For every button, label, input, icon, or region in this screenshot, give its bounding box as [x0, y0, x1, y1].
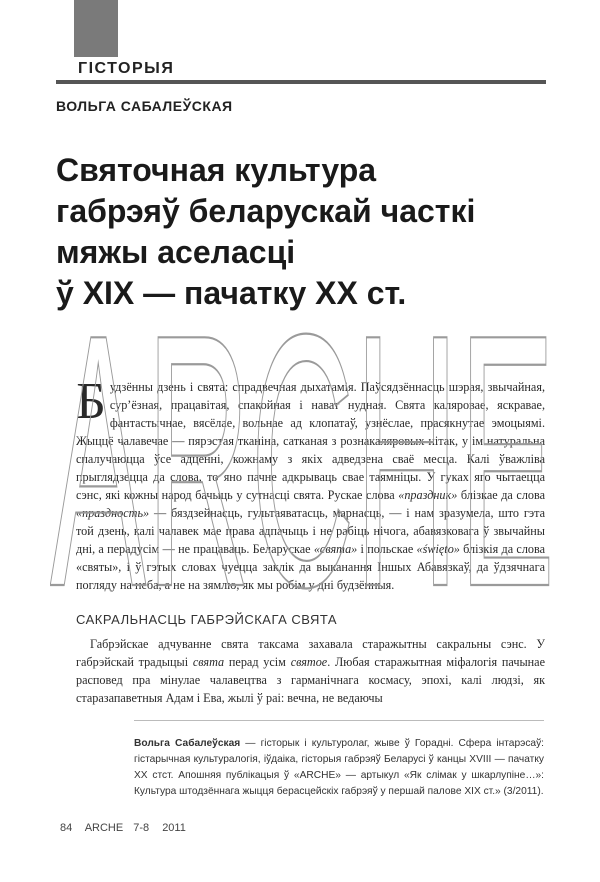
- author-bio: [134, 736, 544, 800]
- italic-term: «свята»: [313, 542, 358, 556]
- italic-term: свята: [192, 655, 225, 669]
- journal-name: ARCHE: [84, 822, 124, 834]
- bio-text: — гісторык і культуролаг, жыве ў Горадні. Сфера інтарэсаў: гістарычная культуралогія, іўдаіка, гісторыя габрэяў Беларусі ў канцы XVIII — пачатку XX стст. Апошняя публікацыя ў «ARCHE» — артыкул «Як слімак у шкарлупіне…»: Культура штодзённага жыцця берасцейскіх габрэяў у першай палове XIX ст.» (3/2011).: [134, 738, 544, 797]
- paragraph-2: [76, 635, 545, 707]
- text-run: перад усім: [224, 655, 291, 669]
- title-line-4: ў XIX — пачатку XX ст.: [56, 275, 407, 311]
- text-run: і польскае: [357, 542, 417, 556]
- section-color-tab: [74, 0, 118, 57]
- issue-year: 2011: [162, 822, 186, 834]
- bio-author-name: Вольга Сабалеўская: [134, 738, 241, 749]
- section-rule: [56, 80, 546, 84]
- author-name: ВОЛЬГА САБАЛЕЎСКАЯ: [56, 98, 233, 114]
- text-run: удзённы дзень і свята: спрадвечная дыхатамія. Паўсядзённасць шэрая, звычайная, сур’ёзная, працавітая, спакойная і нават нудная. Свята каляровае, яскравае, фантастычнае, вясёлае, вольнае ад клопатаў, узнёслае, прасякнутае эмоцыямі. Жыццё чалавечае — пярэстая тканіна, сатканая з рознакаляровых нітак, у ім натуральна спалучаюцца ўсе адценні, кожнаму з якіх адведзена сваё месца. Калі ўважліва прыглядзецца да слова, то яно пачне адкрываць свае таямніцы. У гуках яго чытаецца сэнс, які кожны народ бачыць у сутнасці свята. Рускае слова: [76, 380, 545, 502]
- text-run: блізкае да слова: [457, 488, 546, 502]
- page-footer: [60, 822, 196, 834]
- text-run: — бяздзейнасць, гультаяватасць, марнасць, — і нам зразумела, што гэта той дзень, калі чалавек мае права адпачыць і не рабіць нічога, абавязковага ў звычайны дні, а перадусім — не працаваць. Беларускае: [76, 506, 545, 556]
- title-line-1: Святочная культура: [56, 152, 377, 188]
- article-body-intro: [76, 373, 546, 594]
- text-run: блізкія да слова «святы», і ў гэтых словах чуецца заклік да выканання Іншых Абавязкаў, да ўдзячнага погляду на неба, а не на зямлю, як мы робім у дні будзённыя.: [76, 542, 546, 592]
- italic-term: «праздность»: [76, 506, 150, 520]
- page-number: 84: [60, 822, 73, 834]
- bio-divider: [134, 720, 544, 721]
- drop-cap: Б: [76, 373, 106, 430]
- section-subheading: САКРАЛЬНАСЦЬ ГАБРЭЙСКАГА СВЯТА: [76, 612, 338, 627]
- watermark-text: ARCHE: [50, 260, 555, 625]
- italic-term: «święto»: [416, 542, 460, 556]
- article-body-section: [76, 635, 545, 707]
- text-run: Габрэйскае адчуванне свята таксама захавала старажытны сакральны сэнс. У габрэйскай традыцыі: [76, 637, 545, 669]
- article-title: [56, 150, 536, 314]
- title-line-3: мяжы аселасці: [56, 234, 296, 270]
- issue-number: 7-8: [133, 822, 150, 834]
- text-run: . Любая старажытная міфалогія пачынае расповед пра мінулае чалавецтва з гарманічнага космасу, эпохі, калі людзі, як старазапаветныя Адам і Ева, жылі ў раі: вечна, не ведаючы: [76, 655, 545, 705]
- section-label: ГІСТОРЫЯ: [78, 60, 175, 77]
- italic-term: святое: [290, 655, 328, 669]
- italic-term: «праздник»: [398, 488, 458, 502]
- paragraph-1: [76, 373, 546, 594]
- title-line-2: габрэяў беларускай часткі: [56, 193, 476, 229]
